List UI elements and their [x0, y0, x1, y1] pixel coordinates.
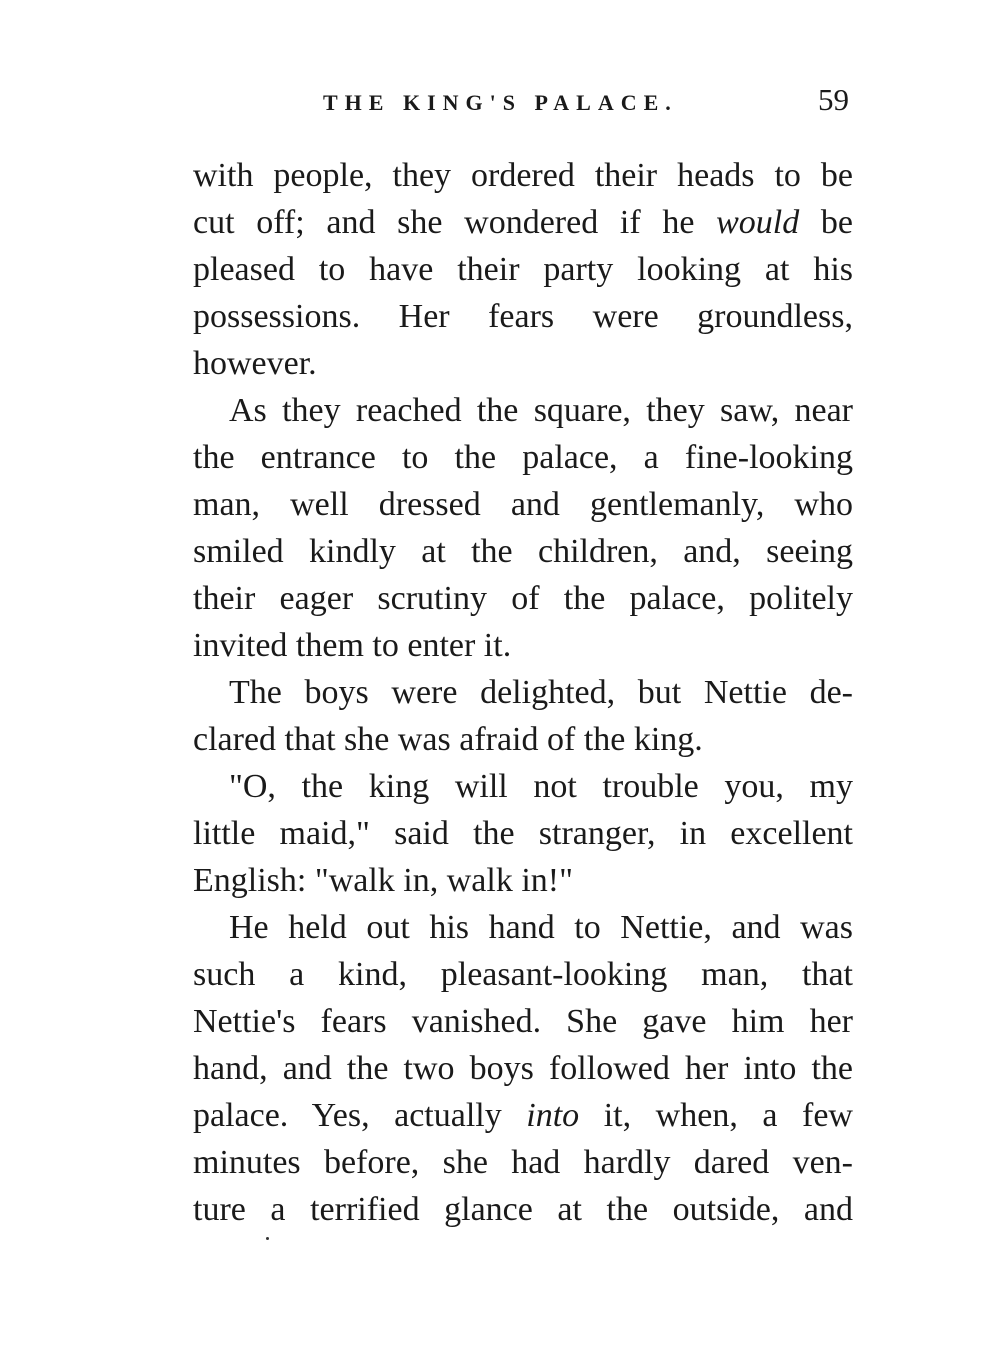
text-line: minutes before, she had hardly dared ven-	[193, 1144, 853, 1181]
text-line: pleased to have their party looking at his	[193, 251, 853, 288]
text-line: possessions. Her fears were groundless,	[193, 298, 853, 335]
text-line: "O, the king will not trouble you, my	[229, 768, 853, 805]
text-line: smiled kindly at the children, and, seeing	[193, 533, 853, 570]
text-line: Nettie's fears vanished. She gave him her	[193, 1003, 853, 1040]
text-line: ture a terrified glance at the outside, and	[193, 1191, 853, 1228]
text-line: invited them to enter it.	[193, 627, 512, 664]
text-line: hand, and the two boys followed her into the	[193, 1050, 853, 1087]
text-line: however.	[193, 345, 317, 382]
text-line: He held out his hand to Nettie, and was	[229, 909, 853, 946]
text-line: English: "walk in, walk in!"	[193, 862, 573, 899]
text-line: such a kind, pleasant-looking man, that	[193, 956, 853, 993]
text-line: clared that she was afraid of the king.	[193, 721, 703, 758]
body-text	[193, 152, 853, 1233]
text-line: with people, they ordered their heads to be	[193, 157, 853, 194]
text-line: man, well dressed and gentlemanly, who	[193, 486, 853, 523]
text-line: As they reached the square, they saw, near	[229, 392, 853, 429]
text-line: the entrance to the palace, a fine-looking	[193, 439, 853, 476]
ink-speck	[266, 1237, 269, 1240]
text-line: cut off; and she wondered if he would be	[193, 204, 854, 241]
page-number: 59	[818, 82, 849, 117]
text-line: The boys were delighted, but Nettie de-	[229, 674, 853, 711]
text-line: palace. Yes, actually into it, when, a few	[193, 1097, 853, 1134]
running-title: THE KING'S PALACE.	[323, 90, 678, 115]
running-header	[193, 82, 853, 126]
text-line: their eager scrutiny of the palace, politely	[193, 580, 853, 617]
text-line: little maid," said the stranger, in excellent	[193, 815, 853, 852]
